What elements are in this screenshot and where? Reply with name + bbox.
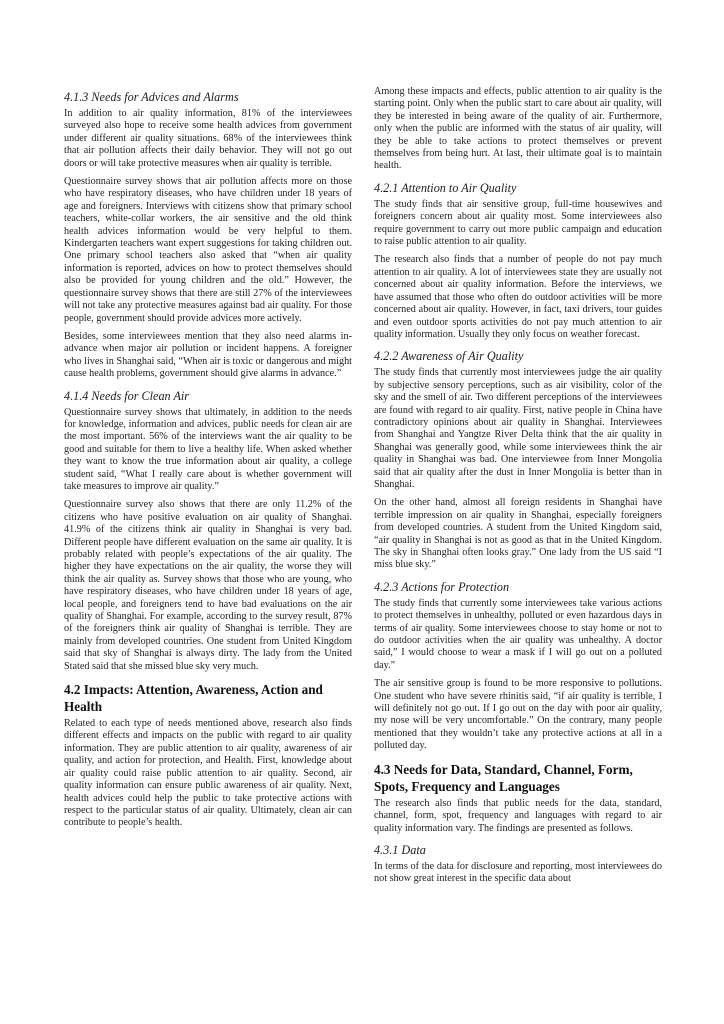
paragraph: On the other hand, almost all foreign residents in Shanghai have terrible impression on air quality in Shanghai, especially foreigners from developed countries. A student from the United Kingdom said, “air quality in Shanghai is not as good as that in the United Kingdom. The sky in Shanghai often looks gray.” One lady from the US said “I miss blue sky.” [374, 497, 662, 571]
paragraph: Related to each type of needs mentioned above, research also finds different effects and impacts on the public with regard to air quality information. They are public attention to air quality, awareness of air quality, and action for protection, and Health. First, knowledge about air quality could raise public attention to air quality. Second, air quality information can ensure public awareness of air quality. Next, health advices could help the public to take protective actions with respect to the particular status of air quality. Ultimately, clean air can contribute to people’s health. [64, 718, 352, 829]
right-column [374, 86, 662, 892]
paragraph: Questionnaire survey shows that air pollution affects more on those who have respiratory diseases, who have children under 18 years of age and foreigners. Interviews with citizens show that primary school teachers, white-collar workers, the air sensitive and the old think health advices information would be very helpful to them. Kindergarten teachers want expert suggestions for taking children out. One primary school teachers also asked that “when air quality information is reported, advices on how to protect themselves should also be provided for young children and the old.” However, the questionnaire survey shows that there are still 27% of the interviewees will not take any protective measures against bad air quality. For those people, government should provide advices more actively. [64, 176, 352, 324]
paragraph: Questionnaire survey shows that ultimately, in addition to the needs for knowledge, information and advices, public needs for clean air are the most important. 56% of the interviews want the air quality to be good and suitable for them to live a healthy life. When asked whether they want to know the true information about air quality, a college student said, “What I really care about is whether government will take measures to improve air quality.” [64, 406, 352, 492]
paragraph: The study finds that currently most interviewees judge the air quality by subjective sensory perceptions, such as air visibility, color of the sky and the smell of air. Two different perceptions of the interviewees are found with regard to air quality. First, native people in China have contradictory opinions about air quality in Shanghai. Interviewees from Shanghai and Yangtze River Delta think that the air quality in Shanghai was generally good, while some interviewees think the air quality in Shanghai was bad. One interviewee from Inner Mongolia said that air quality after the dust in Inner Mongolia is better than in Shanghai. [374, 367, 662, 490]
heading-4-3: 4.3 Needs for Data, Standard, Channel, Form, Spots, Frequency and Languages [374, 761, 633, 794]
heading-4-3-1: 4.3.1 Data [374, 842, 426, 857]
paragraph: The study finds that currently some interviewees take various actions to protect themselves in unhealthy, polluted or even hazardous days in terms of air quality. Some interviewees choose to stay home or not to do outdoor activities when the air quality was unhealthy. A doctor said,” I would choose to wear a mask if I will go out on a polluted day.” [374, 597, 662, 671]
paragraph: Questionnaire survey also shows that there are only 11.2% of the citizens who have positive evaluation on air quality of Shanghai. 41.9% of the citizens think air quality in Shanghai is very bad. Different people have different evaluation on the same air quality. It is probably related with people’s expectations of the air quality. The higher they have expectations on the air quality, the worse they will think the air quality as. Survey shows that those who are young, who have respiratory diseases, who have children under 18 years of age, local people, and foreigners tend to have bad evaluations on the air quality of Shanghai. For example, according to the survey result, 87% of the foreigners think air quality of Shanghai is terrible. They are mainly from developed countries. One student from United Kingdom said that sky of Shanghai is always dirty. The lady from the United Stated said that she missed blue sky very much. [64, 499, 352, 672]
heading-4-2-1: 4.2.1 Attention to Air Quality [374, 180, 517, 195]
paragraph: The research also finds that public needs for the data, standard, channel, form, spot, frequency and languages with regard to air quality information vary. The findings are presented as follows. [374, 797, 662, 834]
left-column [64, 86, 352, 836]
paragraph: In addition to air quality information, 81% of the interviewees surveyed also hope to receive some health advices from government under different air quality situations. 68% of the interviewees think that air pollution affects their daily behavior. They will not go out doors or will take protective measures when air quality is terrible. [64, 108, 352, 169]
heading-4-2-2: 4.2.2 Awareness of Air Quality [374, 349, 524, 364]
paragraph: Besides, some interviewees mention that they also need alarms in-advance when major air pollution or incident happens. A foreigner who lives in Shanghai said, “When air is toxic or dangerous and might cause health problems, government should give alarms in advance.” [64, 330, 352, 380]
heading-4-1-3: 4.1.3 Needs for Advices and Alarms [64, 90, 239, 104]
heading-4-2-3: 4.2.3 Actions for Protection [374, 579, 510, 594]
paragraph: The research also finds that a number of people do not pay much attention to air quality. A lot of interviewees state they are usually not concerned about air quality information. Before the interviews, we have assumed that those who often do outdoor activities will be more concerned about air quality. However, in fact, taxi drivers, tour guides and even outdoor sports activities do not pay much attention to air quality information. Usually they only focus on weather forecast. [374, 254, 662, 340]
paragraph: The study finds that air sensitive group, full-time housewives and foreigners concern about air quality most. Some interviewees also require government to carry out more public campaign and education to raise public attention to air quality. [374, 198, 662, 248]
heading-4-2: 4.2 Impacts: Attention, Awareness, Action and Health [64, 682, 323, 715]
paragraph: In terms of the data for disclosure and reporting, most interviewees do not show great interest in the specific data about [374, 860, 662, 885]
paragraph: The air sensitive group is found to be more responsive to pollutions. One student who have severe rhinitis said, “if air quality is terrible, I will definitely not go out. If I go out on the day with poor air quality, my nose will be very uncomfortable.” On the contrary, many people mentioned that they wouldn’t take any protective actions at all in a polluted day. [374, 678, 662, 752]
heading-4-1-4: 4.1.4 Needs for Clean Air [64, 388, 190, 403]
paragraph: Among these impacts and effects, public attention to air quality is the starting point. Only when the public start to care about air quality, will they be interested in being aware of the quality of air. Furthermore, only when the public are informed with the status of air quality, will they be able to take actions to protect themselves or prevent themselves from being hurt. At last, their ultimate goal is to maintain health. [374, 86, 662, 172]
